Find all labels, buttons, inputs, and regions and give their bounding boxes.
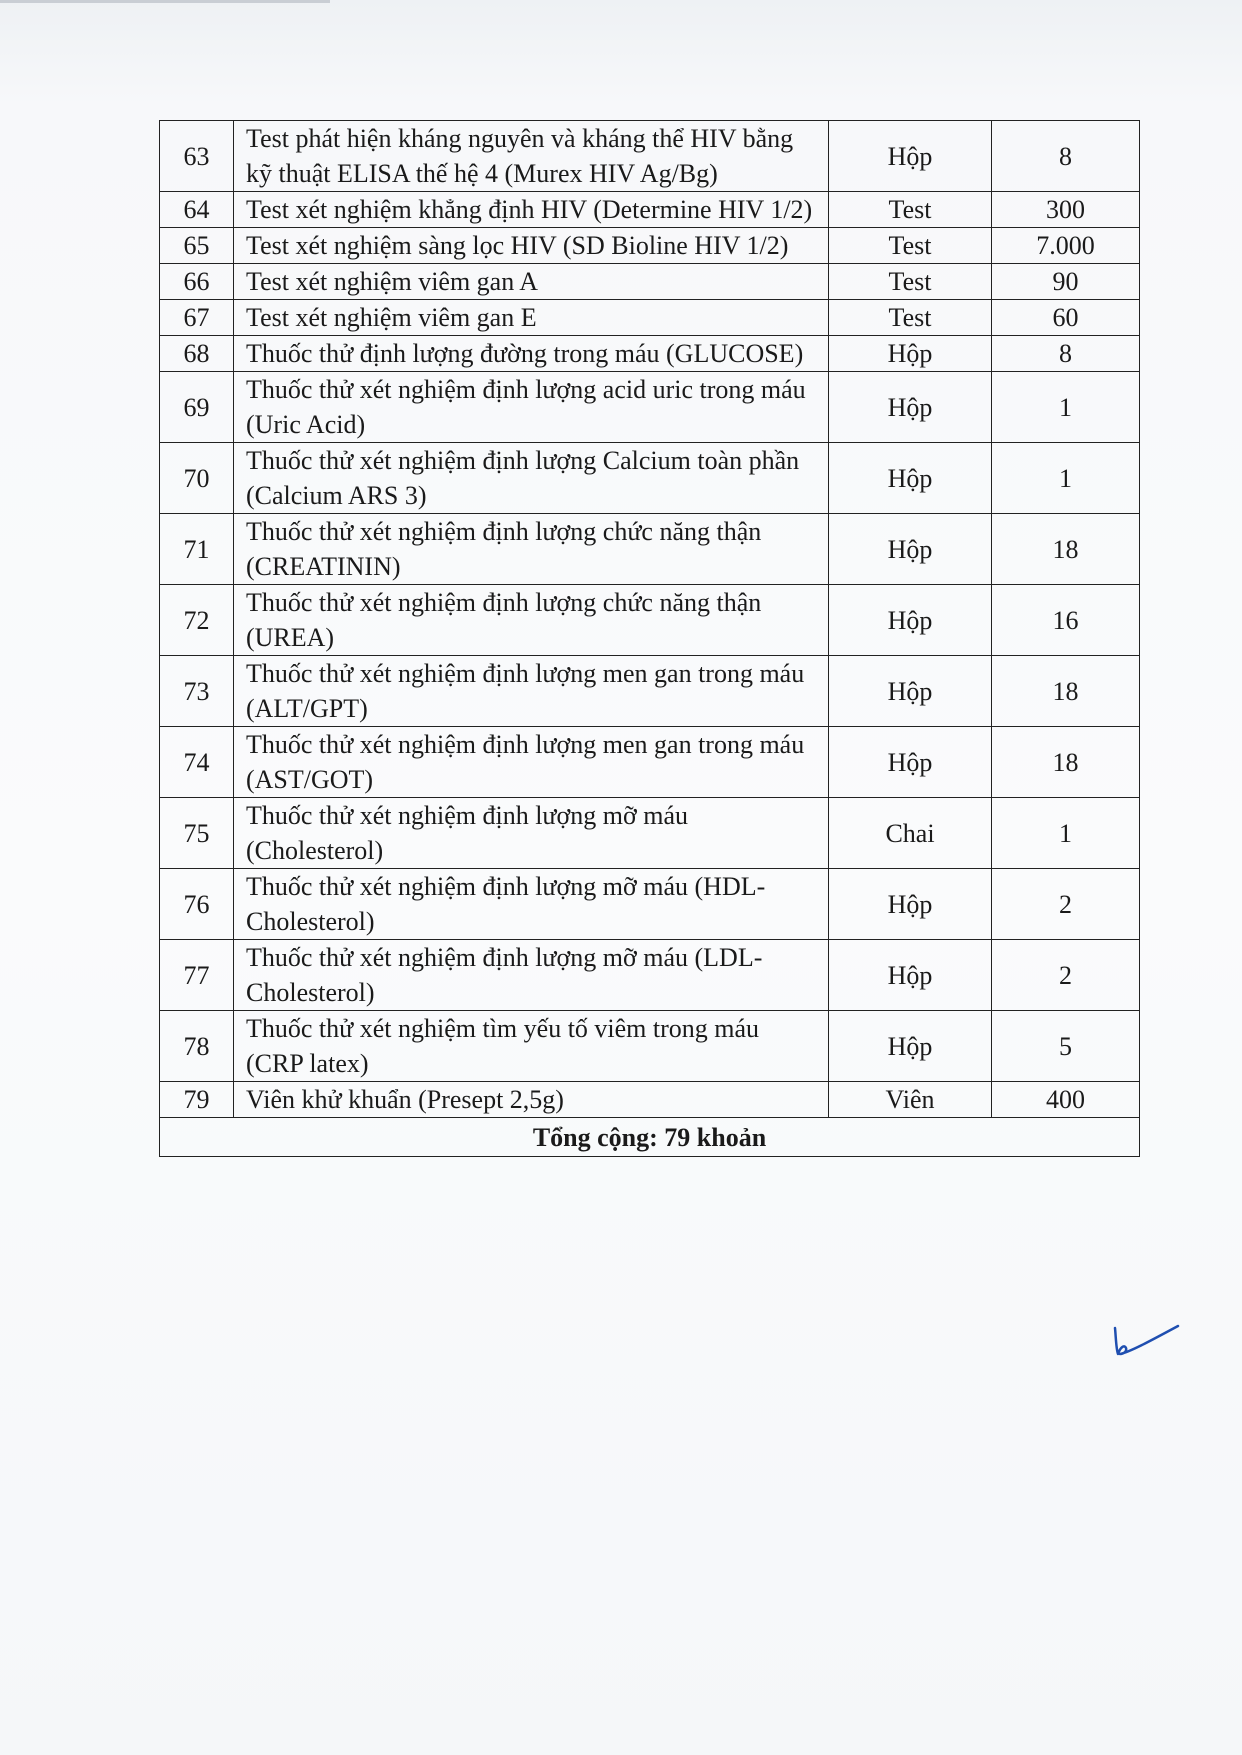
item-unit: Hộp xyxy=(829,372,992,443)
table-row xyxy=(160,372,1140,443)
item-name: Thuốc thử xét nghiệm định lượng chức năng thận (UREA) xyxy=(234,585,829,656)
table-row xyxy=(160,798,1140,869)
item-name: Thuốc thử xét nghiệm định lượng mỡ máu (HDL-Cholesterol) xyxy=(234,869,829,940)
item-unit: Hộp xyxy=(829,514,992,585)
item-name: Thuốc thử xét nghiệm định lượng chức năng thận (CREATININ) xyxy=(234,514,829,585)
item-name: Thuốc thử xét nghiệm tìm yếu tố viêm trong máu (CRP latex) xyxy=(234,1011,829,1082)
row-number: 71 xyxy=(160,514,234,585)
item-name: Thuốc thử xét nghiệm định lượng mỡ máu (LDL-Cholesterol) xyxy=(234,940,829,1011)
item-quantity: 18 xyxy=(992,656,1140,727)
item-name: Test xét nghiệm sàng lọc HIV (SD Bioline HIV 1/2) xyxy=(234,228,829,264)
item-name: Thuốc thử xét nghiệm định lượng mỡ máu (Cholesterol) xyxy=(234,798,829,869)
item-unit: Hộp xyxy=(829,585,992,656)
item-quantity: 8 xyxy=(992,336,1140,372)
row-number: 66 xyxy=(160,264,234,300)
item-name: Thuốc thử xét nghiệm định lượng acid uric trong máu (Uric Acid) xyxy=(234,372,829,443)
item-name: Test xét nghiệm viêm gan A xyxy=(234,264,829,300)
table-row xyxy=(160,336,1140,372)
item-name: Thuốc thử xét nghiệm định lượng men gan trong máu (ALT/GPT) xyxy=(234,656,829,727)
item-name: Test xét nghiệm viêm gan E xyxy=(234,300,829,336)
item-unit: Test xyxy=(829,228,992,264)
row-number: 69 xyxy=(160,372,234,443)
row-number: 67 xyxy=(160,300,234,336)
item-unit: Test xyxy=(829,300,992,336)
item-quantity: 16 xyxy=(992,585,1140,656)
item-quantity: 60 xyxy=(992,300,1140,336)
row-number: 70 xyxy=(160,443,234,514)
item-quantity: 8 xyxy=(992,121,1140,192)
item-unit: Hộp xyxy=(829,336,992,372)
item-name: Test phát hiện kháng nguyên và kháng thể HIV bằng kỹ thuật ELISA thế hệ 4 (Murex HIV Ag/Bg) xyxy=(234,121,829,192)
row-number: 78 xyxy=(160,1011,234,1082)
row-number: 74 xyxy=(160,727,234,798)
item-unit: Chai xyxy=(829,798,992,869)
item-unit: Hộp xyxy=(829,727,992,798)
table-row xyxy=(160,656,1140,727)
item-quantity: 7.000 xyxy=(992,228,1140,264)
scan-edge-line xyxy=(0,0,330,3)
item-quantity: 18 xyxy=(992,514,1140,585)
row-number: 79 xyxy=(160,1082,234,1118)
table-row xyxy=(160,869,1140,940)
item-quantity: 18 xyxy=(992,727,1140,798)
table-row xyxy=(160,443,1140,514)
row-number: 73 xyxy=(160,656,234,727)
table-row xyxy=(160,940,1140,1011)
row-number: 68 xyxy=(160,336,234,372)
item-name: Thuốc thử xét nghiệm định lượng Calcium toàn phần (Calcium ARS 3) xyxy=(234,443,829,514)
table-row xyxy=(160,121,1140,192)
table-row xyxy=(160,264,1140,300)
item-quantity: 90 xyxy=(992,264,1140,300)
signature-mark-icon xyxy=(1112,1318,1182,1358)
item-name: Thuốc thử xét nghiệm định lượng men gan trong máu (AST/GOT) xyxy=(234,727,829,798)
item-name: Thuốc thử định lượng đường trong máu (GLUCOSE) xyxy=(234,336,829,372)
item-quantity: 1 xyxy=(992,798,1140,869)
item-unit: Hộp xyxy=(829,869,992,940)
row-number: 72 xyxy=(160,585,234,656)
item-quantity: 1 xyxy=(992,372,1140,443)
item-name: Viên khử khuẩn (Presept 2,5g) xyxy=(234,1082,829,1118)
item-unit: Test xyxy=(829,264,992,300)
row-number: 65 xyxy=(160,228,234,264)
table-row xyxy=(160,514,1140,585)
item-unit: Viên xyxy=(829,1082,992,1118)
table-row xyxy=(160,1082,1140,1118)
item-name: Test xét nghiệm khẳng định HIV (Determine HIV 1/2) xyxy=(234,192,829,228)
table-row xyxy=(160,1011,1140,1082)
item-unit: Hộp xyxy=(829,121,992,192)
item-quantity: 300 xyxy=(992,192,1140,228)
item-unit: Test xyxy=(829,192,992,228)
item-quantity: 2 xyxy=(992,869,1140,940)
item-quantity: 1 xyxy=(992,443,1140,514)
row-number: 64 xyxy=(160,192,234,228)
table-body xyxy=(160,121,1140,1157)
total-row xyxy=(160,1118,1140,1157)
item-quantity: 400 xyxy=(992,1082,1140,1118)
row-number: 76 xyxy=(160,869,234,940)
item-unit: Hộp xyxy=(829,1011,992,1082)
item-quantity: 5 xyxy=(992,1011,1140,1082)
table-row xyxy=(160,727,1140,798)
item-unit: Hộp xyxy=(829,940,992,1011)
total-label: Tổng cộng: 79 khoản xyxy=(160,1118,1140,1157)
row-number: 77 xyxy=(160,940,234,1011)
table-row xyxy=(160,228,1140,264)
item-quantity: 2 xyxy=(992,940,1140,1011)
item-unit: Hộp xyxy=(829,443,992,514)
item-unit: Hộp xyxy=(829,656,992,727)
row-number: 75 xyxy=(160,798,234,869)
row-number: 63 xyxy=(160,121,234,192)
table-row xyxy=(160,585,1140,656)
table-row xyxy=(160,192,1140,228)
table-row xyxy=(160,300,1140,336)
supplies-table xyxy=(159,120,1140,1157)
